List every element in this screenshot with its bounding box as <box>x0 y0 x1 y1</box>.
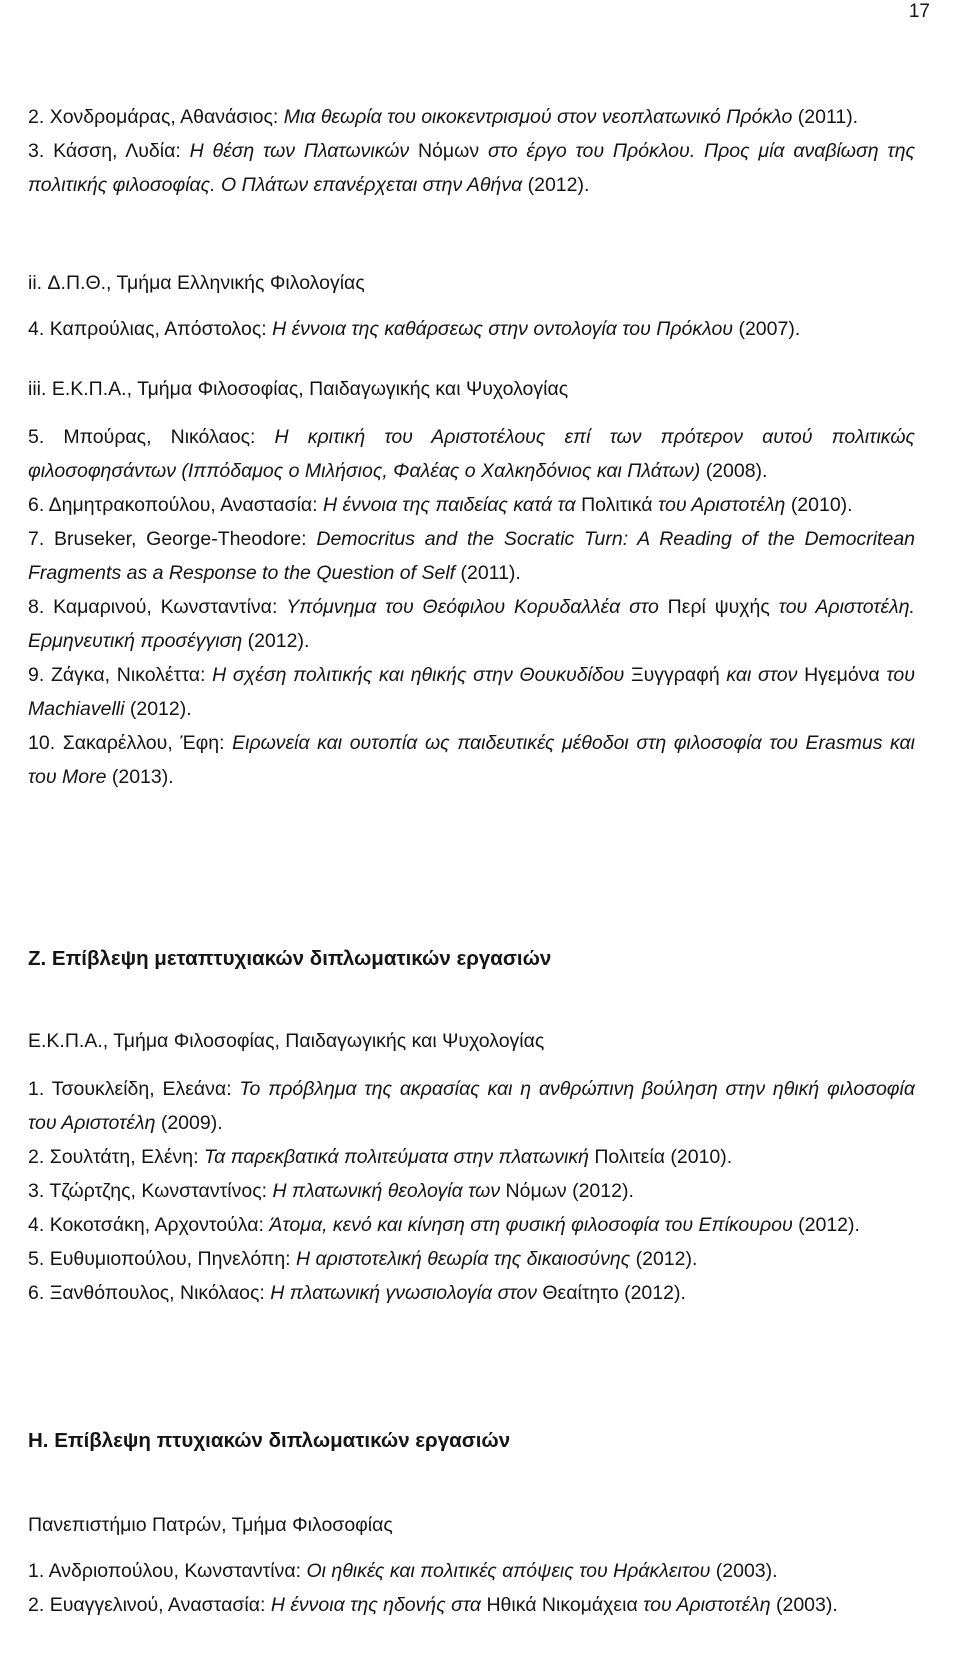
list-item <box>28 1174 915 1208</box>
item-title: Το πρόβλημα της ακρασίας και η ανθρώπινη βούληση στην ηθική φιλοσοφία του Αριστοτέλη <box>28 1078 915 1134</box>
item-title: Η έννοια της καθάρσεως στην οντολογία του Πρόκλου <box>272 318 734 340</box>
item-number: 3. <box>28 1180 45 1202</box>
institution-line-ekpa: Ε.Κ.Π.Α., Τμήμα Φιλοσοφίας, Παιδαγωγικής και Ψυχολογίας <box>28 1030 545 1052</box>
item-work-name: Ηγεμόνα <box>804 664 880 686</box>
item-year: (2012). <box>572 1180 634 1202</box>
item-author: Σακαρέλλου, Έφη: <box>62 732 225 754</box>
list-item <box>28 1242 915 1276</box>
item-number: 7. <box>28 528 45 550</box>
list-item <box>28 1140 915 1174</box>
bachelors-thesis-list <box>28 1554 915 1622</box>
item-title-continued: και στον <box>726 664 798 686</box>
item-author: Ανδριοπούλου, Κωνσταντίνα: <box>48 1560 302 1582</box>
list-item <box>28 420 915 488</box>
publication-list-5-10 <box>28 420 915 794</box>
list-item <box>28 1554 915 1588</box>
item-work-name: Ξυγγραφή <box>630 664 720 686</box>
item-author: Τσουκλείδη, Ελεάνα: <box>51 1078 232 1100</box>
item-number: 10. <box>28 732 56 754</box>
item-number: 3. <box>28 140 45 162</box>
subsection-ekpa: iii. Ε.Κ.Π.Α., Τμήμα Φιλοσοφίας, Παιδαγωγικής και Ψυχολογίας <box>28 378 569 400</box>
list-item <box>28 1588 915 1622</box>
list-item <box>28 1208 915 1242</box>
item-work-name: Νόμων <box>417 140 480 162</box>
item-title: Οι ηθικές και πολιτικές απόψεις του Ηράκλειτου <box>306 1560 711 1582</box>
list-item <box>28 1276 915 1310</box>
item-title-continued: του Αριστοτέλη <box>643 1594 771 1616</box>
item-title: Η έννοια της ηδονής στα <box>270 1594 482 1616</box>
item-author: Μπούρας, Νικόλαος: <box>63 426 256 448</box>
list-item <box>28 100 915 134</box>
item-year: (2008). <box>705 460 768 482</box>
masters-thesis-list <box>28 1072 915 1310</box>
list-item <box>28 658 915 726</box>
list-item <box>28 312 915 346</box>
list-item <box>28 522 915 590</box>
item-year: (2012). <box>129 698 192 720</box>
item-author: Σουλτάτη, Ελένη: <box>49 1146 199 1168</box>
item-title: Τα παρεκβατικά πολιτεύματα στην πλατωνική <box>203 1146 589 1168</box>
item-author: Κάσση, Λυδία: <box>53 140 181 162</box>
item-year: (2003). <box>775 1594 838 1616</box>
item-author: Χονδρομάρας, Αθανάσιος: <box>49 106 279 128</box>
item-title: Η αριστοτελική θεωρία της δικαιοσύνης <box>296 1248 631 1270</box>
item-author: Καμαρινού, Κωνσταντίνα: <box>53 596 278 618</box>
item-number: 4. <box>28 318 45 340</box>
item-year: (2012). <box>635 1248 698 1270</box>
item-number: 5. <box>28 426 45 448</box>
item-number: 6. <box>28 1282 45 1304</box>
list-item <box>28 134 915 202</box>
item-title-continued: στο έργο του Πρόκλου. Προς μία αναβίωση της πολιτικής φιλοσοφίας. Ο Πλάτων επανέρχεται στην Αθήνα <box>28 140 916 196</box>
list-item <box>28 488 915 522</box>
item-title-continued: του Αριστοτέλη <box>657 494 786 516</box>
item-number: 5. <box>28 1248 45 1270</box>
top-publication-list <box>28 100 915 202</box>
item-year: (2012). <box>798 1214 860 1236</box>
item-number: 6. <box>28 494 45 516</box>
item-number: 9. <box>28 664 45 686</box>
item-author: Ευαγγελινού, Αναστασία: <box>49 1594 266 1616</box>
item-year: (2010). <box>790 494 853 516</box>
item-number: 4. <box>28 1214 45 1236</box>
item-number: 2. <box>28 106 45 128</box>
item-title: Μια θεωρία του οικοκεντρισμού στον νεοπλατωνικό Πρόκλο <box>283 106 793 128</box>
item-year: (2012). <box>247 630 310 652</box>
item-title: Η κριτική του Αριστοτέλους επί των πρότερον αυτού πολιτικώς φιλοσοφησάντων (Ιππόδαμος ο Μιλήσιος, Φαλέας ο Χαλκηδόνιος και Πλάτων) <box>28 426 915 482</box>
item-author: Τζώρτζης, Κωνσταντίνος: <box>49 1180 268 1202</box>
item-work-name: Περί ψυχής <box>667 596 770 618</box>
item-year: (2010). <box>670 1146 733 1168</box>
item-author: Bruseker, George-Theodore: <box>54 528 307 550</box>
item-title: Democritus and the Socratic Turn: A Reading of the Democritean Fragments as a Response to the Question of Self <box>28 528 916 584</box>
item-title: Η πλατωνική θεολογία των <box>272 1180 501 1202</box>
item-work-name: Πολιτεία <box>594 1146 665 1168</box>
item-work-name: Θεαίτητο <box>542 1282 619 1304</box>
item-author: Ευθυμιοπούλου, Πηνελόπη: <box>49 1248 291 1270</box>
item-author: Καπρούλιας, Απόστολος: <box>49 318 267 340</box>
item-title: Η πλατωνική γνωσιολογία στον <box>270 1282 537 1304</box>
item-number: 2. <box>28 1594 45 1616</box>
item-year: (2011). <box>797 106 859 128</box>
list-item <box>28 1072 915 1140</box>
list-item <box>28 726 915 794</box>
page-number: 17 <box>908 1 930 22</box>
item-year: (2012). <box>527 174 590 196</box>
item-year: (2011). <box>460 562 521 584</box>
item-title: Η θέση των Πλατωνικών <box>189 140 410 162</box>
item-title: Η σχέση πολιτικής και ηθικής στην Θουκυδίδου <box>212 664 625 686</box>
institution-line-patras: Πανεπιστήμιο Πατρών, Τμήμα Φιλοσοφίας <box>28 1514 393 1536</box>
item-title-continued: του Αριστοτέλη. Ερμηνευτική προσέγγιση <box>28 596 915 652</box>
item-work-name: Πολιτικά <box>581 494 653 516</box>
item-year: (2003). <box>715 1560 778 1582</box>
section-heading-z: Ζ. Επίβλεψη μεταπτυχιακών διπλωματικών εργασιών <box>28 947 552 970</box>
item-number: 1. <box>28 1560 45 1582</box>
item-title: Η έννοια της παιδείας κατά τα <box>323 494 576 516</box>
item-title-continued: του Machiavelli <box>28 664 915 720</box>
item-author: Ξανθόπουλος, Νικόλαος: <box>49 1282 265 1304</box>
item-year: (2009). <box>160 1112 223 1134</box>
item-year: (2013). <box>111 766 174 788</box>
item-author: Κοκοτσάκη, Αρχοντούλα: <box>49 1214 264 1236</box>
item-year: (2007). <box>738 318 801 340</box>
item-number: 2. <box>28 1146 45 1168</box>
item-number: 1. <box>28 1078 45 1100</box>
item-author: Δημητρακοπούλου, Αναστασία: <box>48 494 318 516</box>
item-work-name: Νόμων <box>505 1180 567 1202</box>
section-heading-h: Η. Επίβλεψη πτυχιακών διπλωματικών εργασιών <box>28 1429 511 1452</box>
list-item <box>28 590 915 658</box>
item-title: Υπόμνημα του Θεόφιλου Κορυδαλλέα στο <box>286 596 659 618</box>
item-number: 8. <box>28 596 45 618</box>
item-title: Ειρωνεία και ουτοπία ως παιδευτικές μέθοδοι στη φιλοσοφία του Erasmus και του More <box>28 732 915 788</box>
item-work-name: Ηθικά Νικομάχεια <box>486 1594 638 1616</box>
item-author: Ζάγκα, Νικολέττα: <box>50 664 206 686</box>
subsection-dpth: ii. Δ.Π.Θ., Τμήμα Ελληνικής Φιλολογίας <box>28 272 365 294</box>
item-year: (2012). <box>624 1282 686 1304</box>
item-title: Άτομα, κενό και κίνηση στη φυσική φιλοσοφία του Επίκουρου <box>269 1214 793 1236</box>
